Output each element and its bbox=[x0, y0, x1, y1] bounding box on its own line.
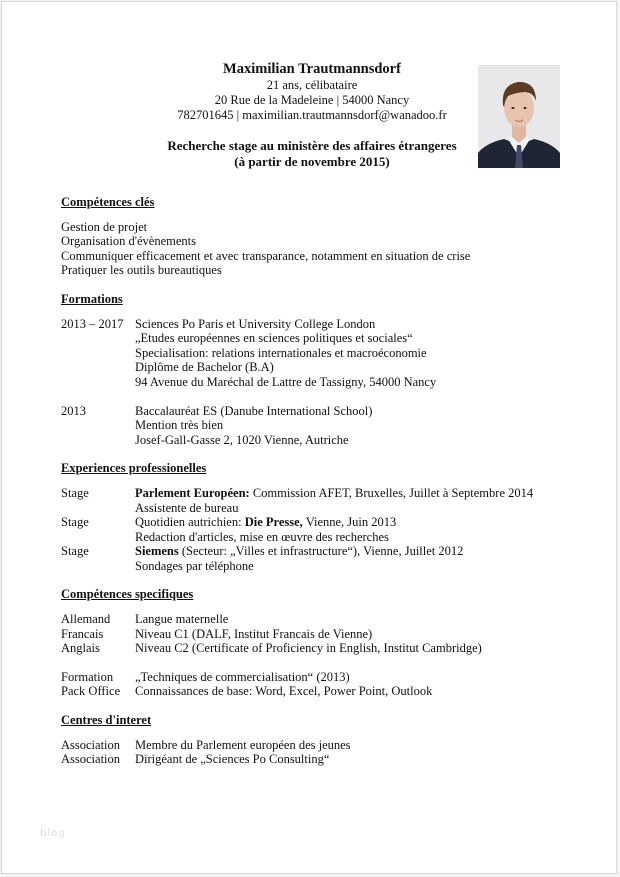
objective-line-1: Recherche stage au ministère des affaires étrangeres bbox=[167, 138, 457, 153]
education-line: Mention très bien bbox=[135, 418, 224, 433]
skills-section bbox=[61, 195, 581, 278]
profile-photo bbox=[478, 65, 560, 168]
cv-body bbox=[61, 195, 581, 781]
interest-value: Membre du Parlement européen des jeunes bbox=[135, 737, 351, 752]
experience-info: Commission AFET, Bruxelles, Juillet à Septembre 2014 bbox=[249, 485, 534, 500]
language-level: Niveau C1 (DALF, Institut Francais de Vienne) bbox=[135, 626, 373, 641]
other-skill-value: „Techniques de commercialisation“ (2013) bbox=[135, 669, 350, 684]
objective-line-2: (à partir de novembre 2015) bbox=[234, 154, 390, 169]
experience-info: (Secteur: „Villes et infrastructure“), Vienne, Juillet 2012 bbox=[178, 544, 464, 559]
experience-section bbox=[61, 461, 581, 573]
interest-value: Dirigéant de „Sciences Po Consulting“ bbox=[135, 752, 330, 767]
language-row bbox=[61, 612, 581, 627]
experience-label: Stage bbox=[61, 515, 89, 530]
experience-details bbox=[135, 515, 581, 544]
specific-skills-title: Compétences specifiques bbox=[61, 587, 194, 602]
experience-entry bbox=[61, 544, 581, 573]
language-label: Allemand bbox=[61, 612, 111, 627]
skill-item: Communiquer efficacement et avec transparance, notamment en situation de crise bbox=[61, 248, 471, 263]
language-row bbox=[61, 627, 581, 642]
cv-page bbox=[1, 1, 617, 874]
education-entry bbox=[61, 404, 581, 448]
interest-row bbox=[61, 752, 581, 767]
education-line: „Etudes européennes en sciences politiques et sociales“ bbox=[135, 331, 413, 346]
experience-label: Stage bbox=[61, 544, 89, 559]
spacer bbox=[61, 656, 581, 670]
other-skill-row bbox=[61, 670, 581, 685]
employer: Siemens bbox=[135, 544, 179, 559]
portrait-image bbox=[478, 65, 560, 168]
language-level: Niveau C2 (Certificate of Proficiency in English, Institut Cambridge) bbox=[135, 641, 482, 656]
other-skill-label: Formation bbox=[61, 669, 114, 684]
employer: Parlement Européen: bbox=[135, 485, 250, 500]
interest-row bbox=[61, 738, 581, 753]
candidate-name: Maximilian Trautmannsdorf bbox=[223, 61, 401, 77]
experience-details bbox=[135, 544, 581, 573]
education-details bbox=[135, 404, 581, 448]
education-line: Sciences Po Paris et University College London bbox=[135, 316, 376, 331]
education-date: 2013 bbox=[61, 403, 86, 418]
experience-entry bbox=[61, 515, 581, 544]
interest-label: Association bbox=[61, 737, 121, 752]
experience-role: Redaction d'articles, mise en œuvre des recherches bbox=[135, 529, 389, 544]
education-title: Formations bbox=[61, 291, 123, 306]
skills-title: Compétences clés bbox=[61, 195, 155, 209]
education-line: Josef-Gall-Gasse 2, 1020 Vienne, Autriche bbox=[135, 432, 349, 447]
spacer bbox=[61, 390, 581, 404]
education-line: Baccalauréat ES (Danube International School) bbox=[135, 403, 373, 418]
age-status: 21 ans, célibataire bbox=[266, 78, 358, 92]
skill-item: Organisation d'évènements bbox=[61, 234, 196, 249]
experience-entry bbox=[61, 486, 581, 515]
experience-headline bbox=[135, 544, 581, 559]
experience-role: Assistente de bureau bbox=[135, 500, 239, 515]
skill-item: Pratiquer les outils bureautiques bbox=[61, 263, 222, 278]
specific-skills-section bbox=[61, 587, 581, 699]
cv-header bbox=[122, 60, 502, 170]
language-row bbox=[61, 641, 581, 656]
education-line: Specialisation: relations internationales et macroéconomie bbox=[135, 345, 427, 360]
education-entry bbox=[61, 317, 581, 390]
experience-headline bbox=[135, 486, 581, 501]
education-date: 2013 – 2017 bbox=[61, 316, 124, 331]
contact-info: 782701645 | maximilian.trautmannsdorf@wanadoo.fr bbox=[177, 108, 447, 122]
experience-title: Experiences professionelles bbox=[61, 461, 207, 476]
experience-details bbox=[135, 486, 581, 515]
education-line: 94 Avenue du Maréchal de Lattre de Tassigny, 54000 Nancy bbox=[135, 374, 437, 389]
language-label: Francais bbox=[61, 626, 104, 641]
interest-label: Association bbox=[61, 752, 121, 767]
experience-headline bbox=[135, 515, 581, 530]
skill-item: Gestion de projet bbox=[61, 219, 148, 234]
language-label: Anglais bbox=[61, 641, 100, 656]
interests-section bbox=[61, 713, 581, 767]
experience-info: Vienne, Juin 2013 bbox=[302, 515, 397, 530]
other-skill-label: Pack Office bbox=[61, 684, 121, 699]
watermark: blog bbox=[40, 828, 66, 839]
experience-prefix: Quotidien autrichien: bbox=[135, 515, 245, 530]
address: 20 Rue de la Madeleine | 54000 Nancy bbox=[214, 93, 410, 107]
employer: Die Presse, bbox=[244, 515, 303, 530]
interests-title: Centres d'interet bbox=[61, 713, 152, 728]
education-details bbox=[135, 317, 581, 390]
objective bbox=[122, 138, 502, 170]
language-level: Langue maternelle bbox=[135, 612, 229, 627]
other-skill-value: Connaissances de base: Word, Excel, Power Point, Outlook bbox=[135, 684, 433, 699]
education-section bbox=[61, 292, 581, 447]
experience-role: Sondages par téléphone bbox=[135, 558, 254, 573]
experience-label: Stage bbox=[61, 485, 89, 500]
education-line: Diplôme de Bachelor (B.A) bbox=[135, 360, 274, 375]
other-skill-row bbox=[61, 684, 581, 699]
